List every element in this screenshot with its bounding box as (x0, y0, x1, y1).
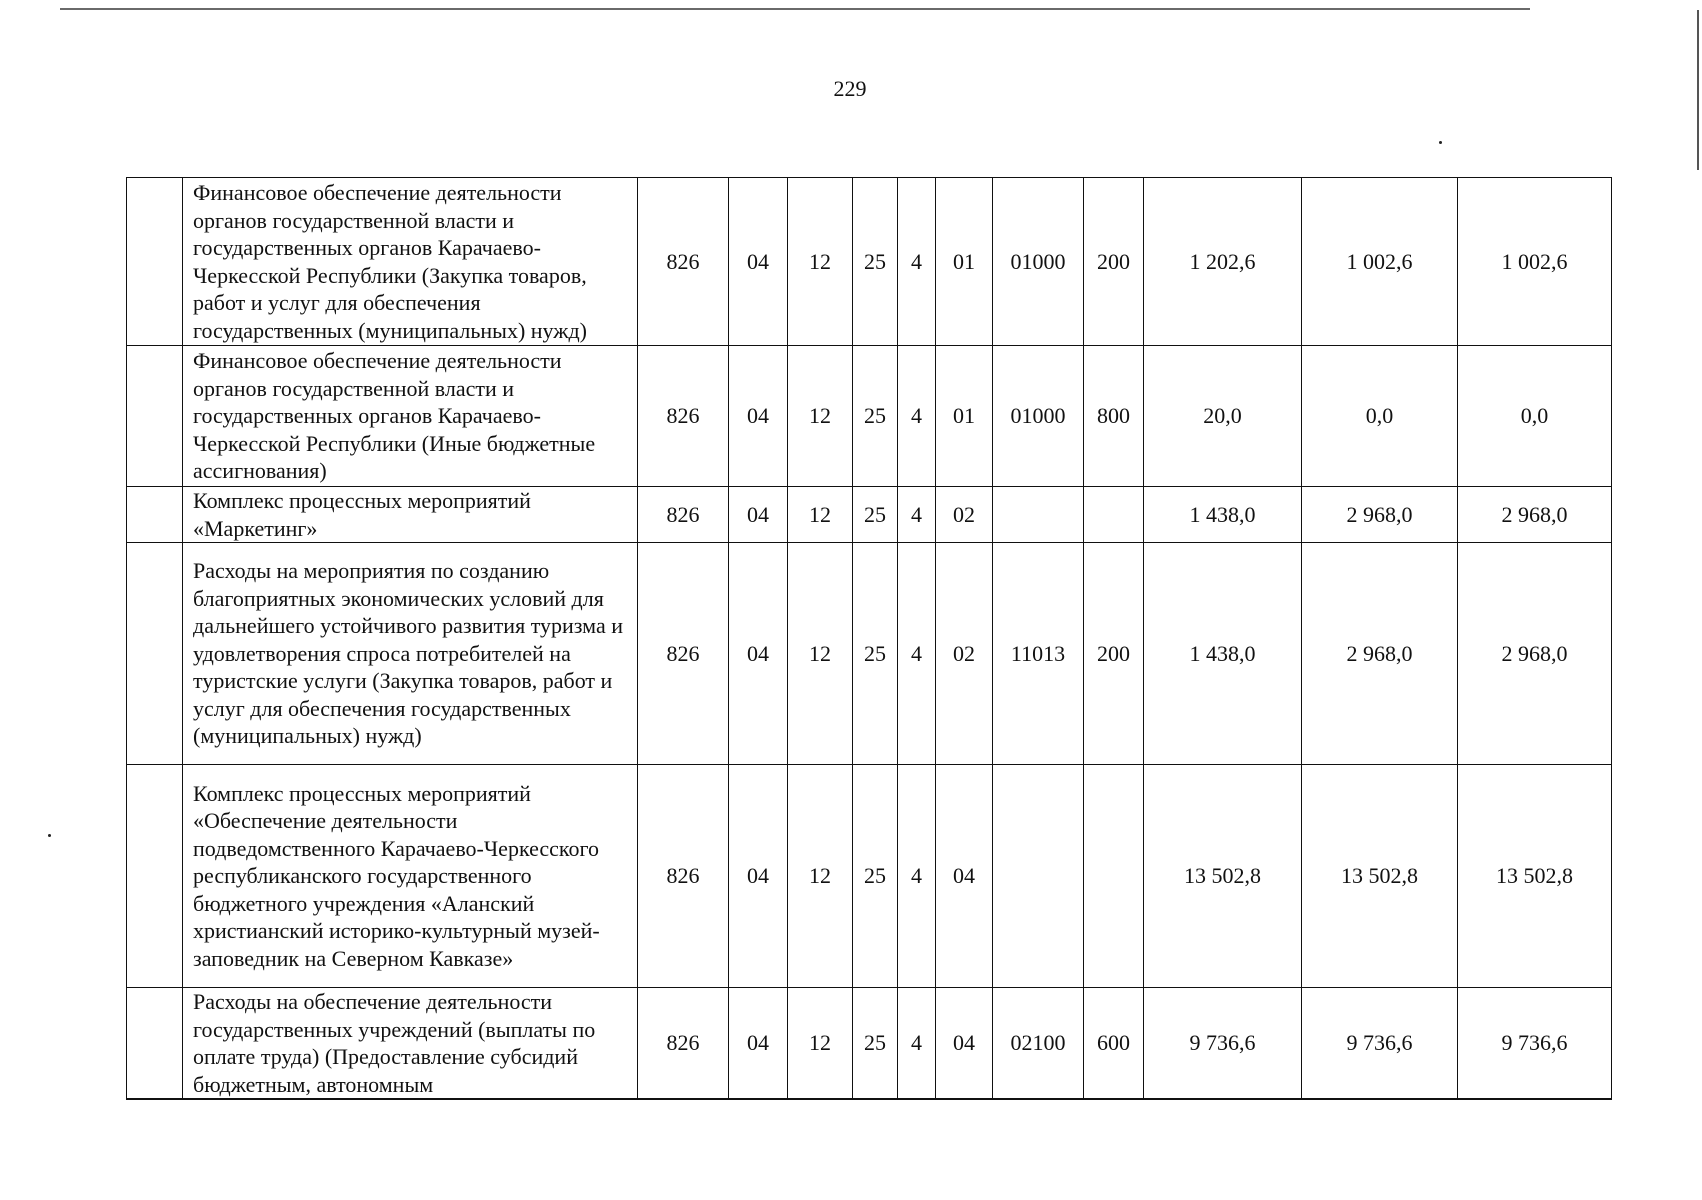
amount-cell: 13 502,8 (1458, 765, 1612, 988)
structural-element-cell: 01 (936, 178, 993, 346)
section-code-cell: 04 (729, 765, 788, 988)
table-row (127, 765, 1612, 988)
scan-speck (48, 834, 51, 837)
subsection-code-cell: 12 (788, 346, 853, 487)
structural-element-cell: 04 (936, 765, 993, 988)
expense-type-cell: 200 (1084, 543, 1144, 765)
section-code-cell: 04 (729, 346, 788, 487)
amount-cell: 0,0 (1302, 346, 1458, 487)
direction-code-cell (993, 765, 1084, 988)
amount-cell: 9 736,6 (1302, 988, 1458, 1100)
program-code-cell: 25 (853, 346, 898, 487)
amount-cell: 13 502,8 (1144, 765, 1302, 988)
page-number: 229 (833, 76, 867, 101)
amount-cell: 1 438,0 (1144, 543, 1302, 765)
direction-code-cell: 11013 (993, 543, 1084, 765)
amount-cell: 1 202,6 (1144, 178, 1302, 346)
row-number-cell (127, 765, 183, 988)
row-number-cell (127, 543, 183, 765)
amount-cell: 9 736,6 (1144, 988, 1302, 1100)
ministry-code-cell: 826 (638, 988, 729, 1100)
direction-code-cell: 01000 (993, 346, 1084, 487)
expense-type-cell: 600 (1084, 988, 1144, 1100)
row-number-cell (127, 178, 183, 346)
subsection-code-cell: 12 (788, 178, 853, 346)
amount-cell: 2 968,0 (1302, 543, 1458, 765)
amount-cell: 13 502,8 (1302, 765, 1458, 988)
program-code-cell: 25 (853, 487, 898, 543)
structural-element-cell: 01 (936, 346, 993, 487)
ministry-code-cell: 826 (638, 765, 729, 988)
subprogram-type-cell: 4 (898, 487, 936, 543)
scan-speck (1439, 141, 1442, 144)
subprogram-type-cell: 4 (898, 765, 936, 988)
amount-cell: 1 002,6 (1302, 178, 1458, 346)
subsection-code-cell: 12 (788, 487, 853, 543)
structural-element-cell: 02 (936, 543, 993, 765)
amount-cell: 1 438,0 (1144, 487, 1302, 543)
table-row (127, 178, 1612, 346)
ministry-code-cell: 826 (638, 487, 729, 543)
section-code-cell: 04 (729, 543, 788, 765)
subprogram-type-cell: 4 (898, 543, 936, 765)
row-number-cell (127, 988, 183, 1100)
expense-type-cell (1084, 765, 1144, 988)
subsection-code-cell: 12 (788, 988, 853, 1100)
expense-type-cell: 200 (1084, 178, 1144, 346)
top-scan-rule (60, 8, 1530, 10)
row-number-cell (127, 346, 183, 487)
section-code-cell: 04 (729, 988, 788, 1100)
direction-code-cell: 01000 (993, 178, 1084, 346)
description-cell: Комплекс процессных мероприятий «Обеспечение деятельности подведомственного Карачаево-Черкесского республиканского государственного бюджетного учреждения «Аланский христианский историко-культурный музей-заповедник на Северном Кавказе» (183, 765, 638, 988)
amount-cell: 1 002,6 (1458, 178, 1612, 346)
amount-cell: 2 968,0 (1302, 487, 1458, 543)
amount-cell: 9 736,6 (1458, 988, 1612, 1100)
ministry-code-cell: 826 (638, 178, 729, 346)
structural-element-cell: 04 (936, 988, 993, 1100)
program-code-cell: 25 (853, 543, 898, 765)
description-cell: Расходы на мероприятия по созданию благоприятных экономических условий для дальнейшего устойчивого развития туризма и удовлетворения спроса потребителей на туристские услуги (Закупка товаров, работ и услуг для обеспечения государственных (муниципальных) нужд) (183, 543, 638, 765)
table-row (127, 346, 1612, 487)
structural-element-cell: 02 (936, 487, 993, 543)
table-row (127, 487, 1612, 543)
subprogram-type-cell: 4 (898, 178, 936, 346)
table-row (127, 988, 1612, 1100)
subprogram-type-cell: 4 (898, 346, 936, 487)
table-row (127, 543, 1612, 765)
expense-type-cell (1084, 487, 1144, 543)
program-code-cell: 25 (853, 988, 898, 1100)
description-cell: Комплекс процессных мероприятий «Маркетинг» (183, 487, 638, 543)
row-number-cell (127, 487, 183, 543)
description-cell: Финансовое обеспечение деятельности органов государственной власти и государственных органов Карачаево-Черкесской Республики (Закупка товаров, работ и услуг для обеспечения государственных (муниципальных) нужд) (183, 178, 638, 346)
ministry-code-cell: 826 (638, 346, 729, 487)
program-code-cell: 25 (853, 765, 898, 988)
amount-cell: 2 968,0 (1458, 543, 1612, 765)
amount-cell: 20,0 (1144, 346, 1302, 487)
amount-cell: 2 968,0 (1458, 487, 1612, 543)
section-code-cell: 04 (729, 178, 788, 346)
amount-cell: 0,0 (1458, 346, 1612, 487)
expense-type-cell: 800 (1084, 346, 1144, 487)
budget-table (126, 177, 1612, 1100)
subsection-code-cell: 12 (788, 765, 853, 988)
ministry-code-cell: 826 (638, 543, 729, 765)
direction-code-cell: 02100 (993, 988, 1084, 1100)
description-cell: Финансовое обеспечение деятельности органов государственной власти и государственных органов Карачаево-Черкесской Республики (Иные бюджетные ассигнования) (183, 346, 638, 487)
direction-code-cell (993, 487, 1084, 543)
subprogram-type-cell: 4 (898, 988, 936, 1100)
subsection-code-cell: 12 (788, 543, 853, 765)
program-code-cell: 25 (853, 178, 898, 346)
description-cell: Расходы на обеспечение деятельности государственных учреждений (выплаты по оплате труда) (Предоставление субсидий бюджетным, автономным (183, 988, 638, 1100)
section-code-cell: 04 (729, 487, 788, 543)
